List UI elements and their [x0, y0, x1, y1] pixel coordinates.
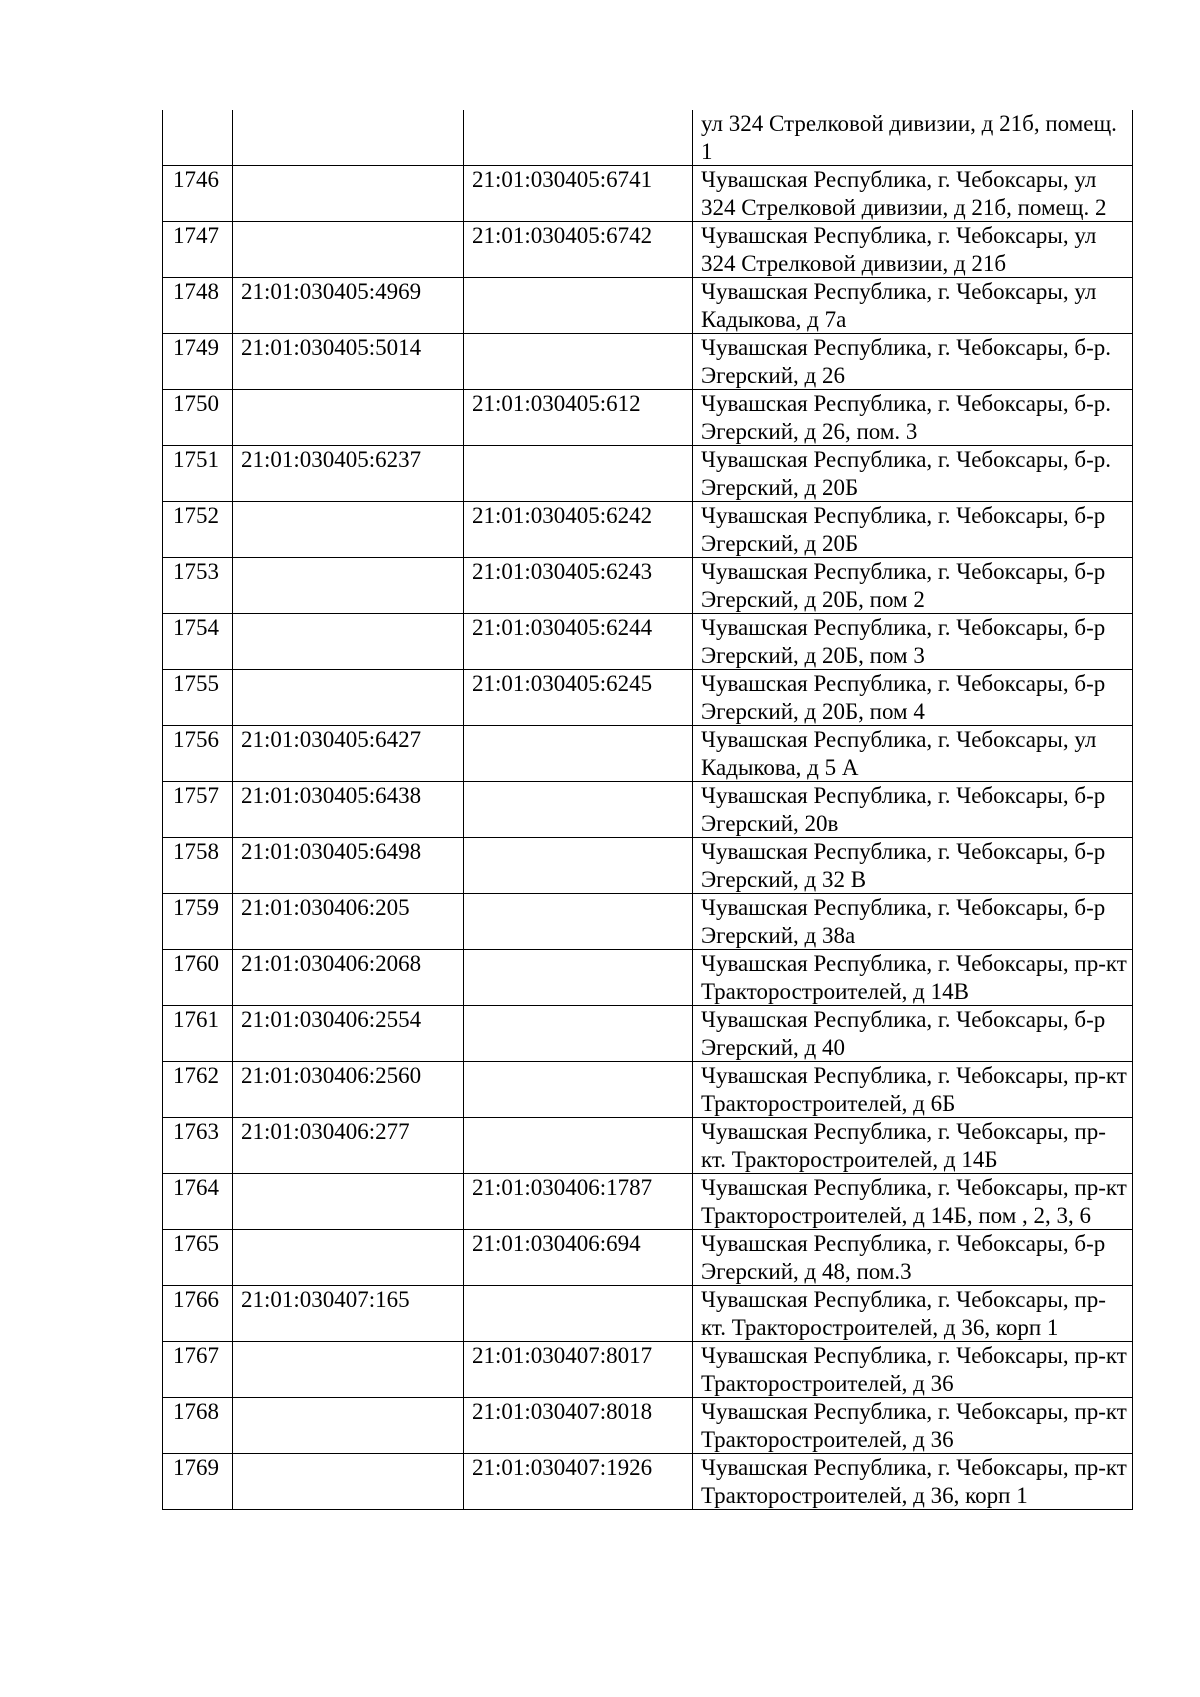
table-row — [163, 502, 1133, 558]
building-cadastral-cell: 21:01:030405:6742 — [464, 222, 693, 278]
table-row — [163, 838, 1133, 894]
address-cell: Чувашская Республика, г. Чебоксары, пр-кт Тракторостроителей, д 14В — [693, 950, 1133, 1006]
table-row — [163, 390, 1133, 446]
building-cadastral-cell — [464, 110, 693, 166]
land-cadastral-cell — [233, 502, 464, 558]
building-cadastral-cell — [464, 278, 693, 334]
table-row — [163, 222, 1133, 278]
building-cadastral-cell: 21:01:030405:6244 — [464, 614, 693, 670]
address-cell: Чувашская Республика, г. Чебоксары, пр-кт Тракторостроителей, д 36, корп 1 — [693, 1454, 1133, 1510]
address-cell: Чувашская Республика, г. Чебоксары, б-р Эгерский, 20в — [693, 782, 1133, 838]
row-number-cell: 1756 — [163, 726, 233, 782]
row-number-cell: 1751 — [163, 446, 233, 502]
table-row — [163, 1230, 1133, 1286]
row-number-cell: 1769 — [163, 1454, 233, 1510]
building-cadastral-cell — [464, 726, 693, 782]
building-cadastral-cell — [464, 334, 693, 390]
land-cadastral-cell: 21:01:030406:277 — [233, 1118, 464, 1174]
address-cell: Чувашская Республика, г. Чебоксары, б-р Эгерский, д 38а — [693, 894, 1133, 950]
address-cell: Чувашская Республика, г. Чебоксары, пр-кт Тракторостроителей, д 36 — [693, 1342, 1133, 1398]
address-cell: Чувашская Республика, г. Чебоксары, б-р Эгерский, д 48, пом.3 — [693, 1230, 1133, 1286]
row-number-cell: 1760 — [163, 950, 233, 1006]
table-row — [163, 1006, 1133, 1062]
address-cell: Чувашская Республика, г. Чебоксары, ул Кадыкова, д 5 А — [693, 726, 1133, 782]
table-row — [163, 334, 1133, 390]
row-number-cell: 1747 — [163, 222, 233, 278]
table-row — [163, 670, 1133, 726]
table-row — [163, 726, 1133, 782]
table-row — [163, 558, 1133, 614]
land-cadastral-cell — [233, 1342, 464, 1398]
land-cadastral-cell — [233, 110, 464, 166]
table-row — [163, 1342, 1133, 1398]
land-cadastral-cell: 21:01:030405:6427 — [233, 726, 464, 782]
address-cell: Чувашская Республика, г. Чебоксары, пр-кт. Тракторостроителей, д 36, корп 1 — [693, 1286, 1133, 1342]
land-cadastral-cell: 21:01:030405:5014 — [233, 334, 464, 390]
row-number-cell: 1762 — [163, 1062, 233, 1118]
table-row — [163, 1174, 1133, 1230]
address-cell: Чувашская Республика, г. Чебоксары, ул 324 Стрелковой дивизии, д 21б — [693, 222, 1133, 278]
address-cell: Чувашская Республика, г. Чебоксары, ул 324 Стрелковой дивизии, д 21б, помещ. 2 — [693, 166, 1133, 222]
row-number-cell: 1757 — [163, 782, 233, 838]
registry-table — [162, 110, 1133, 1510]
address-cell: Чувашская Республика, г. Чебоксары, б-р. Эгерский, д 26 — [693, 334, 1133, 390]
address-cell: ул 324 Стрелковой дивизии, д 21б, помещ. 1 — [693, 110, 1133, 166]
address-cell: Чувашская Республика, г. Чебоксары, ул Кадыкова, д 7а — [693, 278, 1133, 334]
row-number-cell: 1748 — [163, 278, 233, 334]
land-cadastral-cell — [233, 1174, 464, 1230]
table-row — [163, 894, 1133, 950]
land-cadastral-cell — [233, 1230, 464, 1286]
building-cadastral-cell: 21:01:030405:612 — [464, 390, 693, 446]
table-row — [163, 1454, 1133, 1510]
registry-table-body — [163, 110, 1133, 1510]
table-row — [163, 1398, 1133, 1454]
land-cadastral-cell — [233, 166, 464, 222]
address-cell: Чувашская Республика, г. Чебоксары, б-р Эгерский, д 20Б, пом 3 — [693, 614, 1133, 670]
building-cadastral-cell — [464, 894, 693, 950]
building-cadastral-cell: 21:01:030405:6245 — [464, 670, 693, 726]
address-cell: Чувашская Республика, г. Чебоксары, б-р. Эгерский, д 20Б — [693, 446, 1133, 502]
row-number-cell: 1749 — [163, 334, 233, 390]
address-cell: Чувашская Республика, г. Чебоксары, б-р. Эгерский, д 26, пом. 3 — [693, 390, 1133, 446]
address-cell: Чувашская Республика, г. Чебоксары, б-р Эгерский, д 20Б — [693, 502, 1133, 558]
table-row — [163, 1286, 1133, 1342]
land-cadastral-cell — [233, 1454, 464, 1510]
land-cadastral-cell: 21:01:030406:2554 — [233, 1006, 464, 1062]
row-number-cell: 1753 — [163, 558, 233, 614]
land-cadastral-cell — [233, 670, 464, 726]
table-row — [163, 1118, 1133, 1174]
address-cell: Чувашская Республика, г. Чебоксары, б-р Эгерский, д 32 В — [693, 838, 1133, 894]
land-cadastral-cell: 21:01:030406:2068 — [233, 950, 464, 1006]
address-cell: Чувашская Республика, г. Чебоксары, б-р Эгерский, д 20Б, пом 4 — [693, 670, 1133, 726]
land-cadastral-cell — [233, 614, 464, 670]
land-cadastral-cell — [233, 390, 464, 446]
building-cadastral-cell — [464, 1286, 693, 1342]
table-row — [163, 782, 1133, 838]
land-cadastral-cell: 21:01:030405:4969 — [233, 278, 464, 334]
land-cadastral-cell: 21:01:030407:165 — [233, 1286, 464, 1342]
table-row — [163, 166, 1133, 222]
land-cadastral-cell — [233, 1398, 464, 1454]
row-number-cell: 1759 — [163, 894, 233, 950]
row-number-cell: 1761 — [163, 1006, 233, 1062]
building-cadastral-cell — [464, 950, 693, 1006]
building-cadastral-cell: 21:01:030405:6741 — [464, 166, 693, 222]
building-cadastral-cell — [464, 1118, 693, 1174]
building-cadastral-cell — [464, 1062, 693, 1118]
row-number-cell: 1750 — [163, 390, 233, 446]
building-cadastral-cell — [464, 838, 693, 894]
row-number-cell: 1754 — [163, 614, 233, 670]
row-number-cell: 1764 — [163, 1174, 233, 1230]
building-cadastral-cell: 21:01:030406:694 — [464, 1230, 693, 1286]
building-cadastral-cell — [464, 782, 693, 838]
row-number-cell: 1766 — [163, 1286, 233, 1342]
address-cell: Чувашская Республика, г. Чебоксары, б-р Эгерский, д 20Б, пом 2 — [693, 558, 1133, 614]
land-cadastral-cell: 21:01:030405:6498 — [233, 838, 464, 894]
table-row — [163, 278, 1133, 334]
building-cadastral-cell — [464, 446, 693, 502]
row-number-cell: 1767 — [163, 1342, 233, 1398]
building-cadastral-cell: 21:01:030407:1926 — [464, 1454, 693, 1510]
address-cell: Чувашская Республика, г. Чебоксары, пр-кт Тракторостроителей, д 36 — [693, 1398, 1133, 1454]
row-number-cell: 1763 — [163, 1118, 233, 1174]
building-cadastral-cell: 21:01:030407:8018 — [464, 1398, 693, 1454]
row-number-cell — [163, 110, 233, 166]
address-cell: Чувашская Республика, г. Чебоксары, пр-кт Тракторостроителей, д 6Б — [693, 1062, 1133, 1118]
table-row — [163, 1062, 1133, 1118]
row-number-cell: 1768 — [163, 1398, 233, 1454]
building-cadastral-cell — [464, 1006, 693, 1062]
building-cadastral-cell: 21:01:030405:6242 — [464, 502, 693, 558]
table-row — [163, 950, 1133, 1006]
land-cadastral-cell: 21:01:030406:205 — [233, 894, 464, 950]
row-number-cell: 1765 — [163, 1230, 233, 1286]
building-cadastral-cell: 21:01:030407:8017 — [464, 1342, 693, 1398]
table-row — [163, 614, 1133, 670]
building-cadastral-cell: 21:01:030406:1787 — [464, 1174, 693, 1230]
address-cell: Чувашская Республика, г. Чебоксары, пр-кт Тракторостроителей, д 14Б, пом , 2, 3, 6 — [693, 1174, 1133, 1230]
row-number-cell: 1758 — [163, 838, 233, 894]
land-cadastral-cell — [233, 222, 464, 278]
address-cell: Чувашская Республика, г. Чебоксары, пр-кт. Тракторостроителей, д 14Б — [693, 1118, 1133, 1174]
land-cadastral-cell: 21:01:030405:6237 — [233, 446, 464, 502]
row-number-cell: 1746 — [163, 166, 233, 222]
building-cadastral-cell: 21:01:030405:6243 — [464, 558, 693, 614]
table-row-continuation — [163, 110, 1133, 166]
land-cadastral-cell — [233, 558, 464, 614]
land-cadastral-cell: 21:01:030406:2560 — [233, 1062, 464, 1118]
land-cadastral-cell: 21:01:030405:6438 — [233, 782, 464, 838]
row-number-cell: 1752 — [163, 502, 233, 558]
row-number-cell: 1755 — [163, 670, 233, 726]
table-row — [163, 446, 1133, 502]
address-cell: Чувашская Республика, г. Чебоксары, б-р Эгерский, д 40 — [693, 1006, 1133, 1062]
